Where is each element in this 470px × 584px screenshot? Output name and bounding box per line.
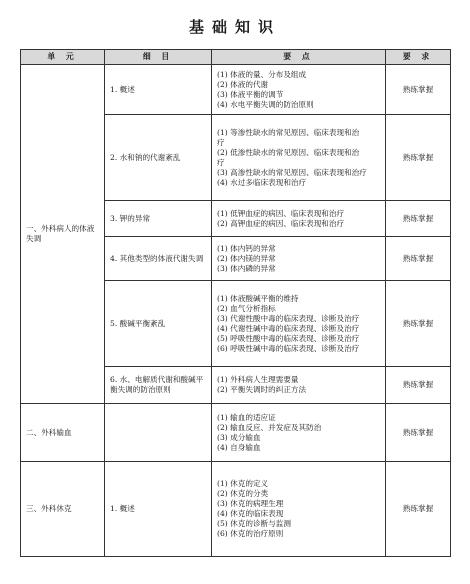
item-cell: 5. 酸碱平衡紊乱 (105, 281, 212, 367)
point-line: (3) 代谢性酸中毒的临床表现、诊断及治疗 (217, 313, 360, 323)
point-line: 疗 (217, 157, 225, 167)
header-row (21, 50, 451, 65)
unit-cell: 二、外科输血 (21, 404, 105, 462)
header-points: 要 点 (212, 50, 386, 65)
point-line: (4) 自身输血 (217, 442, 261, 452)
points-cell (212, 367, 386, 404)
point-line: (4) 水电平衡失调的防治原则 (217, 99, 314, 109)
header-item: 细 目 (105, 50, 212, 65)
item-cell: 1. 概述 (105, 462, 212, 557)
point-line: (2) 体液的代谢 (217, 79, 269, 89)
point-line: (6) 休克的治疗原则 (217, 529, 284, 538)
item-cell: 1. 概述 (105, 65, 212, 115)
page-title: 基础知识 (188, 18, 281, 36)
requirement-cell: 熟练掌握 (386, 281, 451, 367)
point-line: (3) 高渗性缺水的常见原因、临床表现和治疗 (217, 167, 367, 177)
requirement-cell: 熟练掌握 (386, 367, 451, 404)
point-line: (1) 体液酸碱平衡的维持 (217, 293, 299, 303)
points-cell (212, 462, 386, 557)
point-line: (6) 呼吸性碱中毒的临床表现、诊断及治疗 (217, 343, 360, 353)
unit-cell: 三、外科休克 (21, 462, 105, 557)
requirement-cell: 熟练掌握 (386, 404, 451, 462)
point-line: (3) 休克的病理生理 (217, 499, 284, 508)
requirement-cell: 熟练掌握 (386, 65, 451, 115)
point-line: (5) 呼吸性酸中毒的临床表现、诊断及治疗 (217, 333, 360, 343)
points-cell (212, 115, 386, 201)
points-cell (212, 237, 386, 281)
point-line: (2) 休克的分类 (217, 489, 269, 498)
point-line: (1) 低钾血症的病因、临床表现和治疗 (217, 208, 345, 218)
point-line: (1) 等渗性缺水的常见原因、临床表现和治 (217, 127, 360, 137)
point-line: (3) 体内磷的异常 (217, 263, 276, 273)
point-line: (1) 外科病人生理需要量 (217, 375, 299, 384)
points-cell (212, 281, 386, 367)
item-cell: 2. 水和钠的代谢紊乱 (105, 115, 212, 201)
point-line: (4) 代谢性碱中毒的临床表现、诊断及治疗 (217, 323, 360, 333)
point-line: (2) 输血反应、并发症及其防治 (217, 422, 322, 432)
point-line: (5) 休克的诊断与监测 (217, 519, 291, 528)
point-line: (1) 输血的适应证 (217, 412, 276, 422)
table-row (21, 462, 451, 557)
points-cell (212, 201, 386, 237)
point-line: (4) 休克的临床表现 (217, 509, 284, 518)
points-cell (212, 65, 386, 115)
header-unit: 单 元 (21, 50, 105, 65)
point-line: (2) 低渗性缺水的常见原因、临床表现和治 (217, 147, 360, 157)
point-line: (3) 成分输血 (217, 432, 261, 442)
point-line: (4) 水过多临床表现和治疗 (217, 177, 307, 187)
table-row (21, 65, 451, 115)
point-line: 疗 (217, 137, 225, 147)
point-line: (3) 体液平衡的调节 (217, 89, 284, 99)
requirement-cell: 熟练掌握 (386, 462, 451, 557)
points-cell (212, 404, 386, 462)
requirement-cell: 熟练掌握 (386, 115, 451, 201)
point-line: (1) 休克的定义 (217, 479, 269, 488)
requirement-cell: 熟练掌握 (386, 237, 451, 281)
point-line: (2) 体内镁的异常 (217, 253, 276, 263)
point-line: (2) 血气分析指标 (217, 303, 276, 313)
item-cell (105, 404, 212, 462)
unit-cell: 一、外科病人的体液失调 (21, 65, 105, 404)
syllabus-table (20, 49, 451, 557)
item-cell: 4. 其他类型的体液代谢失调 (105, 237, 212, 281)
header-requirement: 要 求 (386, 50, 451, 65)
item-cell: 3. 钾的异常 (105, 201, 212, 237)
point-line: (2) 高钾血症的病因、临床表现和治疗 (217, 218, 345, 228)
table-row (21, 404, 451, 462)
point-line: (1) 体液的量、分布及组成 (217, 69, 307, 79)
item-cell: 6. 水、电解质代谢和酸碱平衡失调的防治原则 (105, 367, 212, 404)
requirement-cell: 熟练掌握 (386, 201, 451, 237)
point-line: (1) 体内钙的异常 (217, 243, 276, 253)
point-line: (2) 平衡失调时的纠正方法 (217, 385, 307, 394)
